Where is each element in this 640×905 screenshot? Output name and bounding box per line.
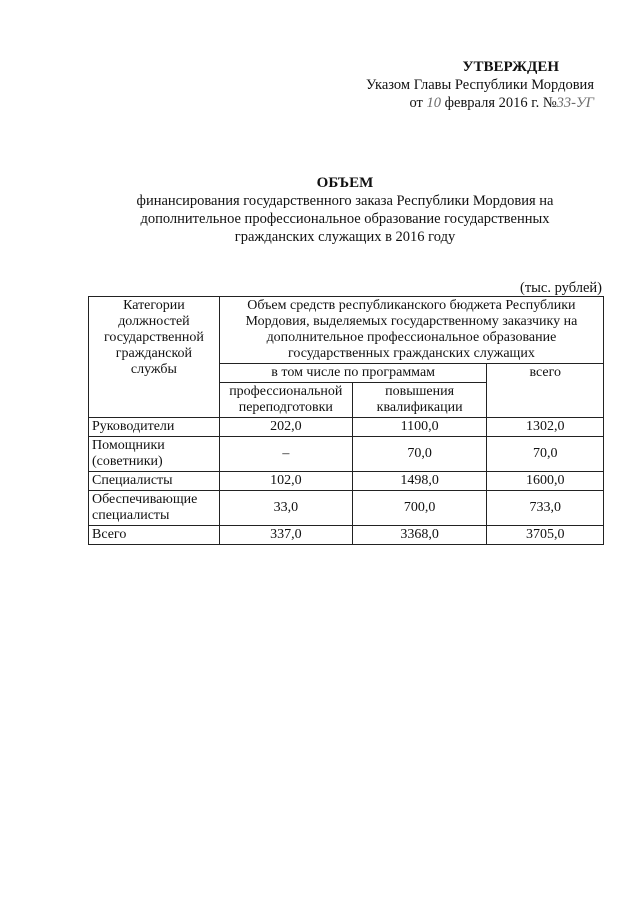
- table-header-row-1: [89, 297, 604, 364]
- row-label: Руководители: [89, 418, 220, 437]
- header-category: Категории должностей государственной гражданской службы: [89, 297, 220, 418]
- approval-stamp: УТВЕРЖДЕН: [462, 59, 559, 75]
- table-row: [89, 437, 604, 472]
- cell-retraining: 33,0: [219, 491, 352, 526]
- financing-table: [88, 296, 604, 545]
- approval-date-line: [314, 94, 594, 112]
- cell-qualification: 1100,0: [352, 418, 487, 437]
- cell-retraining: 337,0: [219, 526, 352, 545]
- date-rest: февраля 2016 г. №: [444, 95, 557, 111]
- table-row: [89, 472, 604, 491]
- row-label: Специалисты: [89, 472, 220, 491]
- approval-block: [314, 58, 594, 112]
- cell-total: 3705,0: [487, 526, 604, 545]
- document-subtitle-line-1: финансирования государственного заказа Республики Мордовия на: [136, 193, 554, 209]
- document-heading: ОБЪЕМ: [316, 175, 374, 191]
- row-label: Помощники (советники): [89, 437, 220, 472]
- cell-total: 733,0: [487, 491, 604, 526]
- header-retraining: профессиональной переподготовки: [219, 383, 352, 418]
- cell-retraining: –: [219, 437, 352, 472]
- document-title-block: [90, 174, 600, 246]
- header-total: всего: [487, 364, 604, 418]
- header-qualification: повышения квалификации: [352, 383, 487, 418]
- approval-authority: Указом Главы Республики Мордовия: [366, 77, 594, 93]
- table-row: [89, 491, 604, 526]
- units-label: (тыс. рублей): [520, 280, 602, 296]
- decree-number: 33-УГ: [556, 95, 594, 111]
- row-label: Обеспечивающие специалисты: [89, 491, 220, 526]
- cell-total: 70,0: [487, 437, 604, 472]
- cell-qualification: 70,0: [352, 437, 487, 472]
- document-subtitle-line-2: дополнительное профессиональное образование государственных: [140, 211, 550, 227]
- cell-total: 1600,0: [487, 472, 604, 491]
- date-prefix: от: [409, 95, 423, 111]
- table-row: [89, 418, 604, 437]
- document-subtitle-line-3: гражданских служащих в 2016 году: [234, 229, 456, 245]
- header-programs: в том числе по программам: [219, 364, 487, 383]
- cell-qualification: 3368,0: [352, 526, 487, 545]
- cell-qualification: 1498,0: [352, 472, 487, 491]
- date-day: 10: [426, 95, 441, 111]
- row-label: Всего: [89, 526, 220, 545]
- cell-qualification: 700,0: [352, 491, 487, 526]
- cell-total: 1302,0: [487, 418, 604, 437]
- cell-retraining: 102,0: [219, 472, 352, 491]
- header-volume: Объем средств республиканского бюджета Республики Мордовия, выделяемых государственному заказчику на дополнительное профессиональное образование государственных гражданских служащих: [219, 297, 603, 364]
- table-row-total: [89, 526, 604, 545]
- cell-retraining: 202,0: [219, 418, 352, 437]
